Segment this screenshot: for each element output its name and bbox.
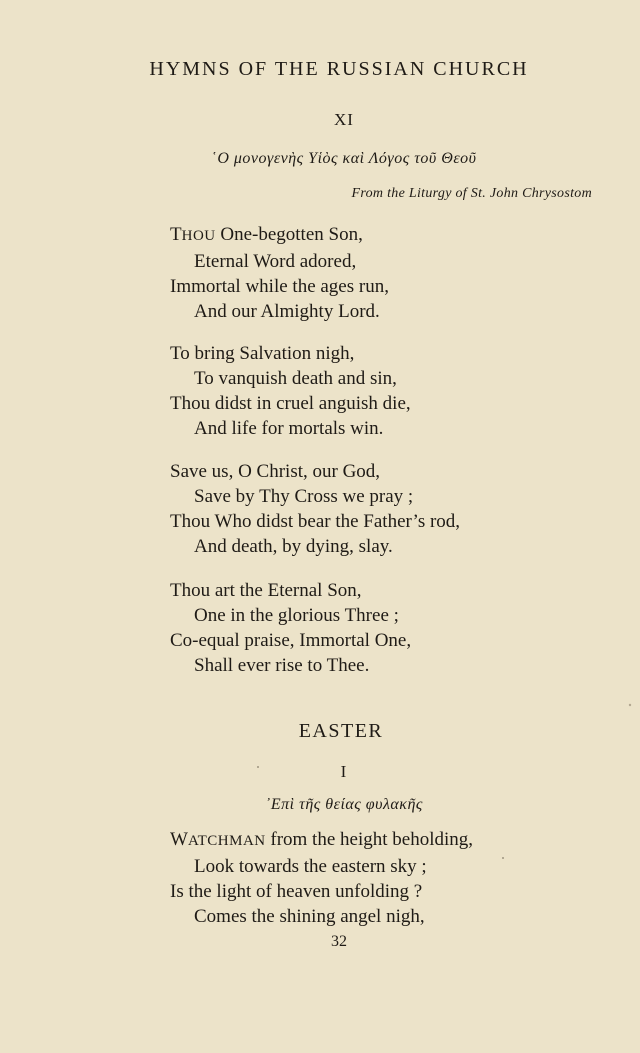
- verse-line: WATCHMAN from the height beholding,: [170, 829, 474, 850]
- verse-line: Save us, O Christ, our God,: [170, 461, 381, 482]
- verse-line: And death, by dying, slay.: [194, 536, 393, 557]
- verse-line: THOU One-begotten Son,: [170, 224, 363, 245]
- source-attribution: From the Liturgy of St. John Chrysostom: [351, 186, 592, 201]
- paper-speck: [629, 704, 631, 706]
- verse-line: Shall ever rise to Thee.: [194, 655, 370, 676]
- hymn-number: I: [340, 762, 348, 781]
- verse-line: To vanquish death and sin,: [194, 368, 397, 389]
- verse-line: Look towards the eastern sky ;: [194, 856, 427, 877]
- greek-title: ῾Ο μονογενὴς Υἱὸς καὶ Λόγος τοῦ Θεοῦ: [211, 150, 477, 167]
- stanza-2: [170, 341, 411, 441]
- small-caps-word: ATCHMAN: [187, 833, 266, 849]
- hymn-number: XI: [334, 110, 354, 129]
- drop-initial: W: [170, 829, 188, 850]
- verse-line: To bring Salvation nigh,: [170, 343, 355, 364]
- verse-line: One in the glorious Three ;: [194, 605, 399, 626]
- verse-line: And life for mortals win.: [194, 418, 384, 439]
- verse-line: Save by Thy Cross we pray ;: [194, 486, 414, 507]
- stanza-4: [170, 578, 411, 678]
- greek-title: ᾿Επὶ τῆς θείας φυλακῆς: [265, 796, 423, 813]
- stanza-1: [170, 222, 389, 324]
- small-caps-word: HOU: [181, 228, 216, 244]
- verse-line: Thou didst in cruel anguish die,: [170, 393, 411, 414]
- verse-line: Thou Who didst bear the Father’s rod,: [170, 511, 461, 532]
- running-head: HYMNS OF THE RUSSIAN CHURCH: [149, 58, 529, 80]
- verse-line: Immortal while the ages run,: [170, 276, 389, 297]
- section-title: EASTER: [298, 720, 384, 742]
- verse-line: Comes the shining angel nigh,: [194, 906, 425, 927]
- verse-line: Is the light of heaven unfolding ?: [170, 881, 423, 902]
- drop-initial: T: [170, 224, 182, 245]
- page-number: 32: [331, 933, 347, 950]
- verse-line: And our Almighty Lord.: [194, 301, 380, 322]
- verse-line: Co-equal praise, Immortal One,: [170, 630, 412, 651]
- verse-line: Thou art the Eternal Son,: [170, 580, 362, 601]
- verse-line: Eternal Word adored,: [194, 251, 357, 272]
- easter-stanza-1: [170, 827, 473, 929]
- paper-speck: [502, 857, 504, 859]
- stanza-3: [170, 459, 460, 559]
